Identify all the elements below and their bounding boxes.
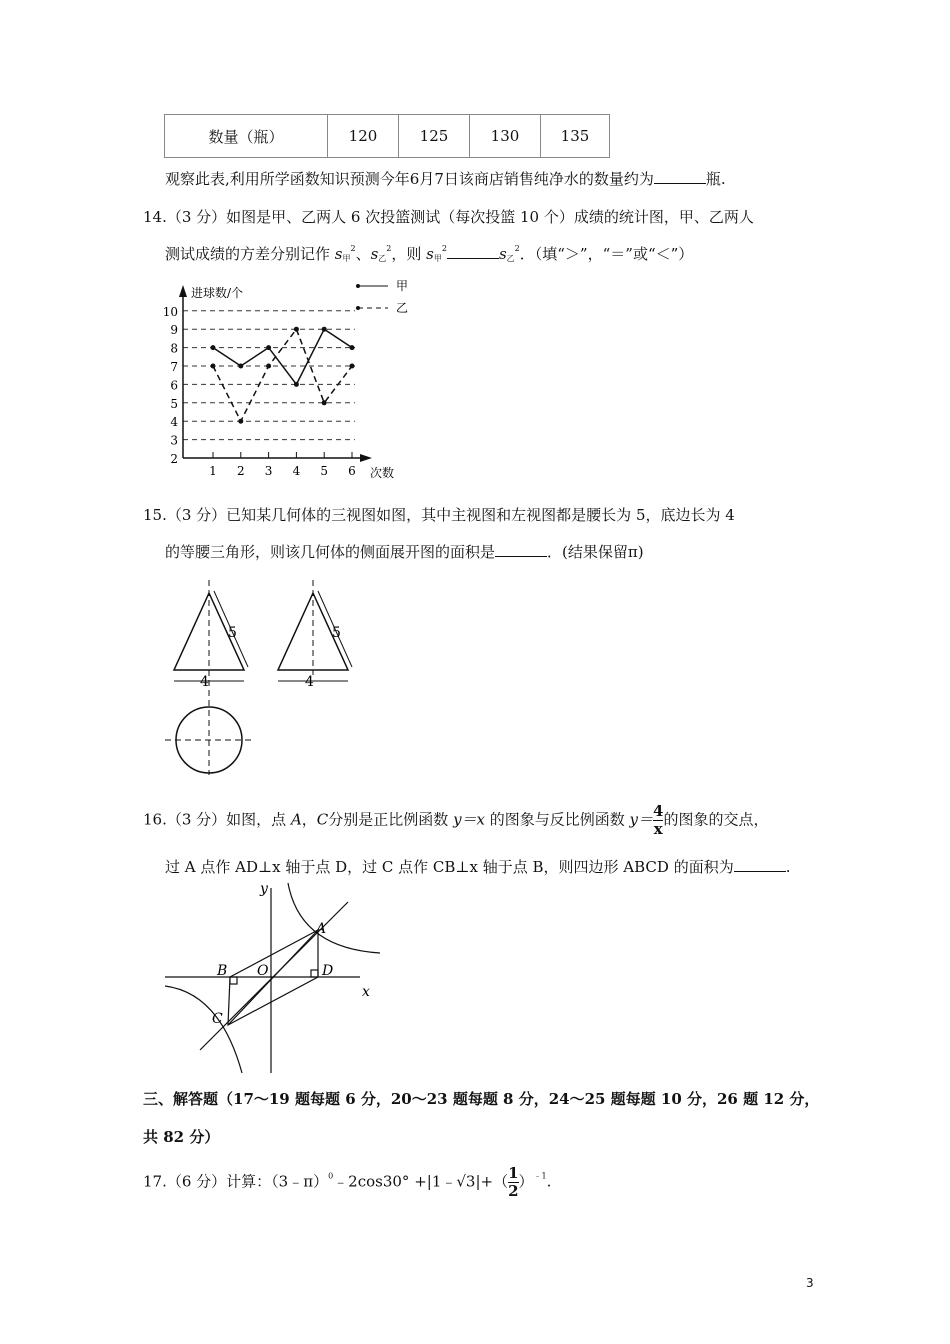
text: 过 A 点作 AD⊥x 轴于点 D，过 C 点作 CB⊥x 轴于点 B，则四边形 ABCD 的面积为	[165, 858, 734, 876]
answer-blank	[495, 542, 547, 557]
label-c: C	[212, 1011, 223, 1027]
denominator: x	[653, 820, 663, 838]
text: ，则	[391, 245, 427, 263]
text: 的等腰三角形，则该几何体的侧面展开图的面积是	[165, 543, 496, 561]
coordinate-figure	[160, 878, 385, 1076]
s: s	[334, 245, 343, 263]
data-point	[322, 400, 327, 405]
y-tick-label: 10	[162, 304, 178, 319]
sub: 甲	[342, 254, 351, 263]
q15-line1: 15.（3 分）已知某几何体的三视图如图，其中主视图和左视图都是腰长为 5，底边长为 4	[143, 506, 735, 524]
data-table	[164, 114, 610, 158]
x-tick-label: 5	[320, 464, 329, 478]
text: 17.（6 分）计算：（3﹣π）	[143, 1172, 329, 1191]
q16-line1	[143, 803, 768, 838]
x-tick-label: 2	[236, 464, 245, 478]
s: s	[426, 245, 434, 263]
text: 的图象与反比例函数	[485, 810, 630, 829]
side-label: 5	[332, 625, 341, 641]
legend-dot	[356, 306, 360, 310]
fraction	[653, 803, 663, 838]
s: s	[370, 245, 379, 263]
y-axis-label: 进球数/个	[191, 286, 244, 300]
q13-text: 观察此表,利用所学函数知识预测今年6月7日该商店销售纯净水的数量约为	[165, 170, 654, 188]
text: y＝x	[453, 810, 485, 829]
data-point	[211, 345, 216, 350]
label-d: D	[322, 963, 334, 979]
x-tick-label: 1	[209, 464, 217, 478]
legend-label-jia: 甲	[396, 279, 409, 293]
numerator: 4	[653, 802, 664, 820]
right-angle-mark	[311, 970, 318, 977]
data-point	[350, 364, 355, 369]
table-cell: 130	[470, 115, 541, 158]
sup: 2	[441, 244, 447, 253]
data-point	[266, 364, 271, 369]
legend-dot	[356, 284, 360, 288]
base-label: 4	[200, 674, 209, 690]
fraction	[508, 1165, 518, 1200]
data-point	[350, 345, 355, 350]
text: ，	[301, 810, 317, 829]
y-tick-label: 6	[170, 378, 178, 393]
table-cell: 125	[399, 115, 470, 158]
text: ．(结果保留π)	[547, 543, 644, 561]
exponent: ﹣1	[533, 1171, 547, 1181]
right-angle-mark	[230, 977, 237, 984]
label-o: O	[257, 963, 269, 979]
answer-blank	[734, 857, 786, 872]
q15-line2	[165, 541, 644, 562]
table-header: 数量（瓶）	[165, 115, 328, 158]
y-tick-label: 7	[170, 360, 178, 374]
text: A	[290, 810, 302, 829]
q16-line2: 过 A 点作 AD⊥x 轴于点 D，过 C 点作 CB⊥x 轴于点 B，则四边形 ABCD 的面积为 .	[165, 858, 791, 876]
data-point	[238, 364, 243, 369]
text: 测试成绩的方差分别记作	[165, 245, 335, 263]
sub: 乙	[506, 254, 515, 263]
y-tick-label: 8	[170, 341, 178, 356]
hyperbola-branch	[288, 883, 380, 953]
section-heading: 三、解答题（17～19 题每题 6 分，20～23 题每题 8 分，24～25 题每题 10 分，26 题 12 分，	[143, 1090, 820, 1108]
text: y＝	[629, 810, 654, 829]
numerator: 1	[508, 1164, 519, 1182]
data-point	[322, 327, 327, 332]
sub: 甲	[433, 254, 442, 263]
label-a: A	[316, 921, 327, 937]
answer-blank	[447, 244, 499, 259]
series-line-乙	[213, 329, 352, 421]
label-x: x	[362, 984, 370, 1000]
exponent: 0	[328, 1171, 334, 1181]
series-line-甲	[213, 329, 352, 384]
sup: 2	[350, 244, 356, 253]
y-tick-label: 5	[170, 396, 178, 411]
y-tick-label: 3	[170, 433, 178, 448]
data-point	[266, 345, 271, 350]
x-axis-label: 次数	[370, 466, 395, 480]
text: ﹣2cos30° +|1﹣√3|+（	[333, 1172, 509, 1191]
text: ．（填“＞”，“＝”或“＜”）	[519, 245, 694, 263]
text: 16.（3 分）如图，点	[143, 810, 291, 829]
y-tick-label: 4	[170, 415, 178, 430]
table-cell: 135	[541, 115, 610, 158]
q17-line	[143, 1165, 551, 1200]
y-axis-arrow	[179, 285, 187, 297]
label-b: B	[217, 963, 228, 979]
denominator: 2	[508, 1182, 519, 1200]
q13-prediction	[165, 168, 726, 189]
x-tick-label: 3	[264, 464, 273, 478]
x-tick-label: 4	[292, 464, 301, 478]
label-y: y	[260, 881, 268, 897]
y-tick-label: 2	[170, 452, 178, 466]
data-point	[238, 419, 243, 424]
data-point	[294, 382, 299, 387]
text: .	[546, 1172, 552, 1191]
data-point	[294, 327, 299, 332]
sub: 乙	[378, 254, 387, 263]
page-number: 3	[806, 1276, 814, 1290]
legend-label-yi: 乙	[396, 301, 409, 315]
q14-line1: 14.（3 分）如图是甲、乙两人 6 次投篮测试（每次投篮 10 个）成绩的统计图，甲、乙两人	[143, 208, 754, 226]
text: C	[316, 810, 329, 829]
text: 的图象的交点，	[663, 810, 769, 829]
y-tick-label: 9	[170, 323, 178, 338]
text: 、	[355, 245, 371, 263]
base-label: 4	[305, 674, 314, 690]
x-axis-arrow	[360, 454, 372, 462]
sup: 2	[386, 244, 392, 253]
x-tick-label: 6	[348, 464, 356, 478]
three-views-figure	[160, 575, 360, 780]
section-heading-cont: 共 82 分）	[143, 1128, 220, 1146]
table-cell: 120	[328, 115, 399, 158]
s: s	[498, 245, 507, 263]
data-point	[211, 364, 216, 369]
hyperbola-branch	[165, 986, 242, 1073]
answer-blank	[654, 169, 706, 184]
text: 分别是正比例函数	[328, 810, 454, 829]
line-chart	[140, 275, 440, 485]
q13-unit: 瓶.	[705, 170, 726, 188]
side-label: 5	[228, 625, 237, 641]
text: ）	[518, 1172, 534, 1191]
q14-line2	[165, 243, 693, 264]
sup: 2	[514, 244, 520, 253]
